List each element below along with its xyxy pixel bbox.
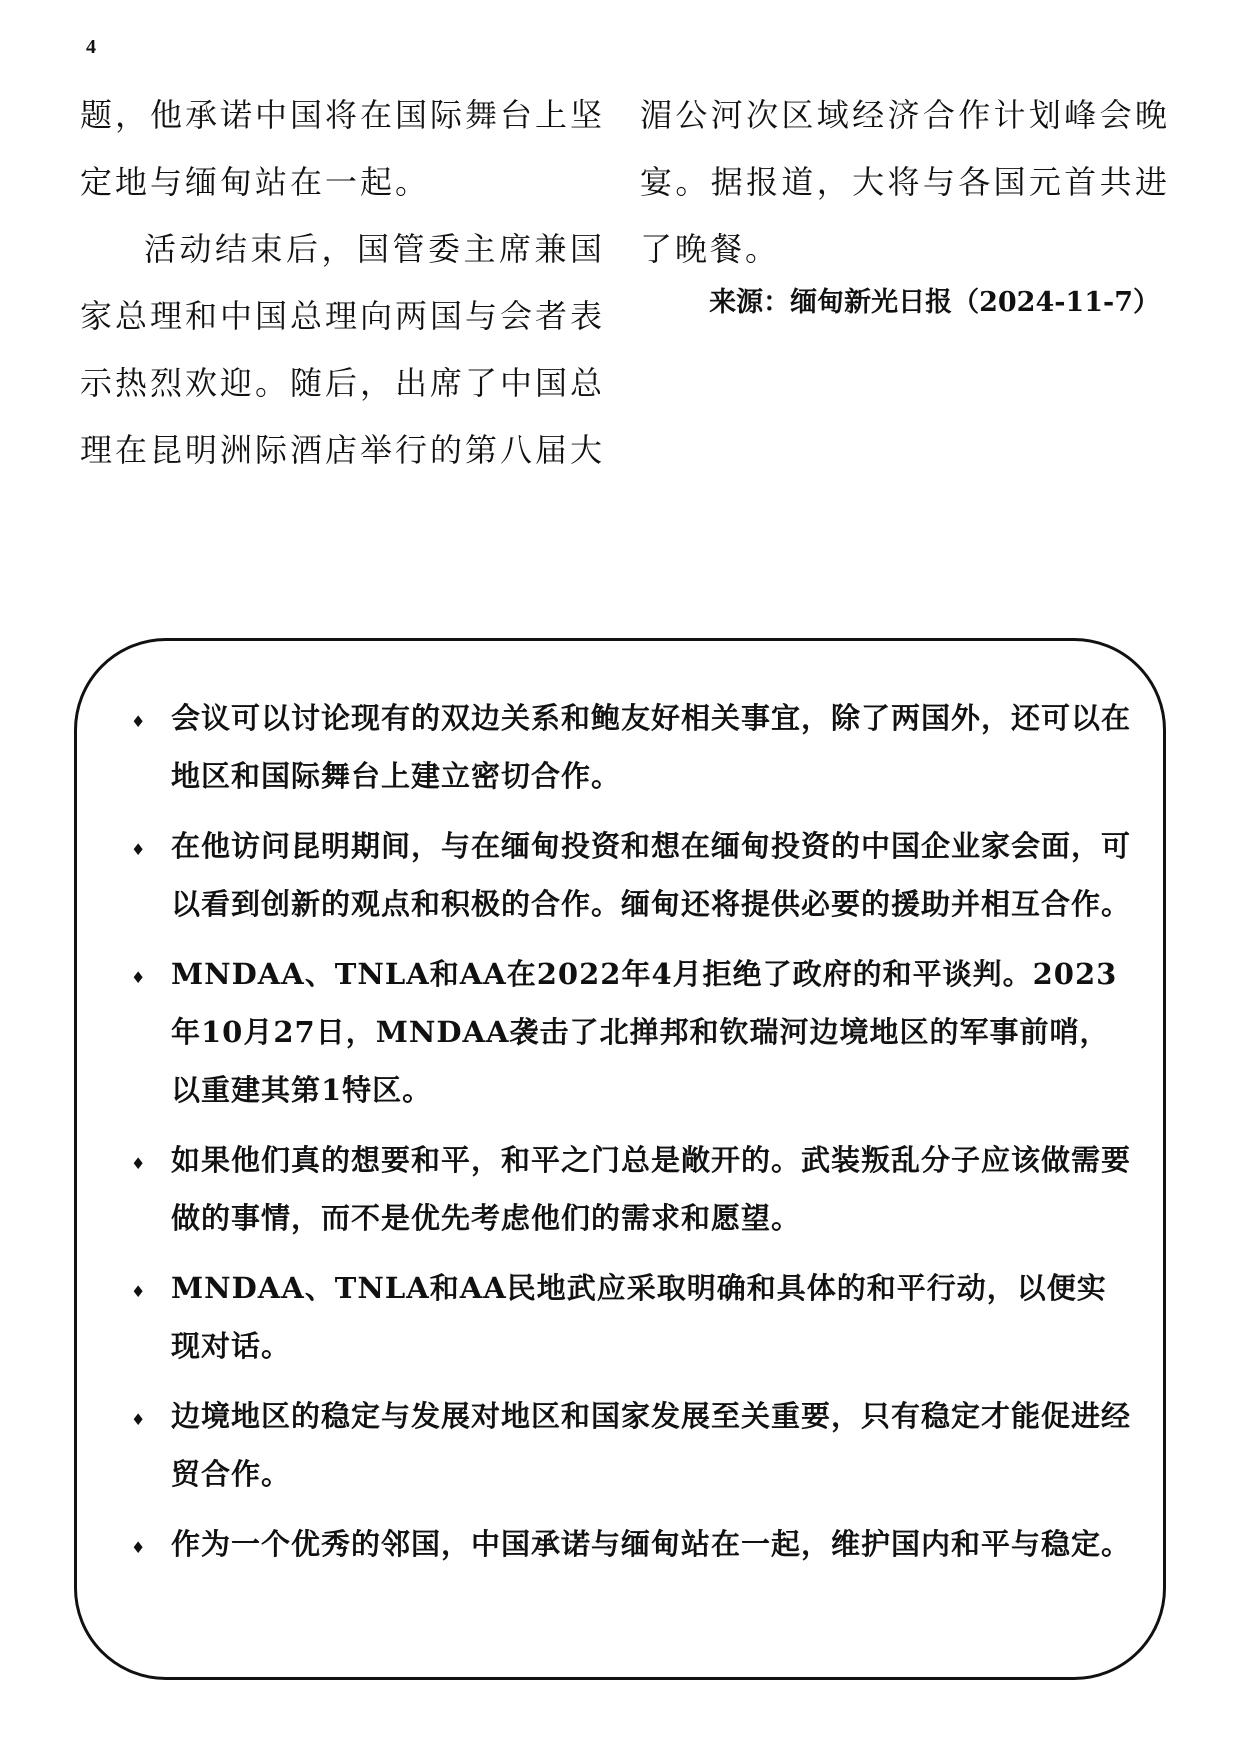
summary-box [74, 638, 1166, 1680]
summary-item [131, 689, 1131, 805]
summary-item-text: 会议可以讨论现有的双边关系和鲍友好相关事宜，除了两国外，还可以在地区和国际舞台上建立密切合作。 [171, 701, 1132, 793]
right-paragraph-1: 湄公河次区域经济合作计划峰会晚宴。据报道，大将与各国元首共进了晚餐。 [640, 96, 1170, 268]
diamond-bullet-icon: ♦ [131, 712, 146, 731]
diamond-bullet-icon: ♦ [131, 840, 146, 859]
summary-item [131, 1131, 1131, 1247]
right-column [640, 82, 1170, 323]
left-paragraph-1: 题，他承诺中国将在国际舞台上坚定地与缅甸站在一起。 [80, 96, 606, 201]
source-citation: 来源：缅甸新光日报（2024-11-7） [709, 287, 1160, 318]
summary-item-text: MNDAA、TNLA和AA民地武应采取明确和具体的和平行动，以便实现对话。 [171, 1271, 1107, 1363]
summary-list [131, 689, 1131, 1589]
summary-item [131, 1387, 1131, 1503]
left-column [80, 82, 605, 484]
summary-item-text: 边境地区的稳定与发展对地区和国家发展至关重要，只有稳定才能促进经贸合作。 [171, 1399, 1132, 1491]
summary-item-text: 在他访问昆明期间，与在缅甸投资和想在缅甸投资的中国企业家会面，可以看到创新的观点和积极的合作。缅甸还将提供必要的援助并相互合作。 [171, 829, 1132, 921]
diamond-bullet-icon: ♦ [131, 968, 146, 987]
diamond-bullet-icon: ♦ [131, 1538, 146, 1557]
summary-item [131, 1515, 1131, 1577]
summary-item-text: 作为一个优秀的邻国，中国承诺与缅甸站在一起，维护国内和平与稳定。 [171, 1527, 1132, 1561]
summary-item [131, 945, 1131, 1119]
summary-item-text: MNDAA、TNLA和AA在2022年4月拒绝了政府的和平谈判。2023年10月27日，MNDAA袭击了北掸邦和钦瑞河边境地区的军事前哨，以重建其第1特区。 [171, 957, 1118, 1107]
left-paragraph-2: 活动结束后，国管委主席兼国家总理和中国总理向两国与会者表示热烈欢迎。随后，出席了中国总理在昆明洲际酒店举行的第八届大 [80, 230, 606, 469]
diamond-bullet-icon: ♦ [131, 1282, 146, 1301]
summary-item-text: 如果他们真的想要和平，和平之门总是敞开的。武装叛乱分子应该做需要做的事情，而不是优先考虑他们的需求和愿望。 [171, 1143, 1132, 1235]
page-number: 4 [86, 36, 96, 58]
diamond-bullet-icon: ♦ [131, 1410, 146, 1429]
summary-item [131, 1259, 1131, 1375]
summary-item [131, 817, 1131, 933]
diamond-bullet-icon: ♦ [131, 1154, 146, 1173]
